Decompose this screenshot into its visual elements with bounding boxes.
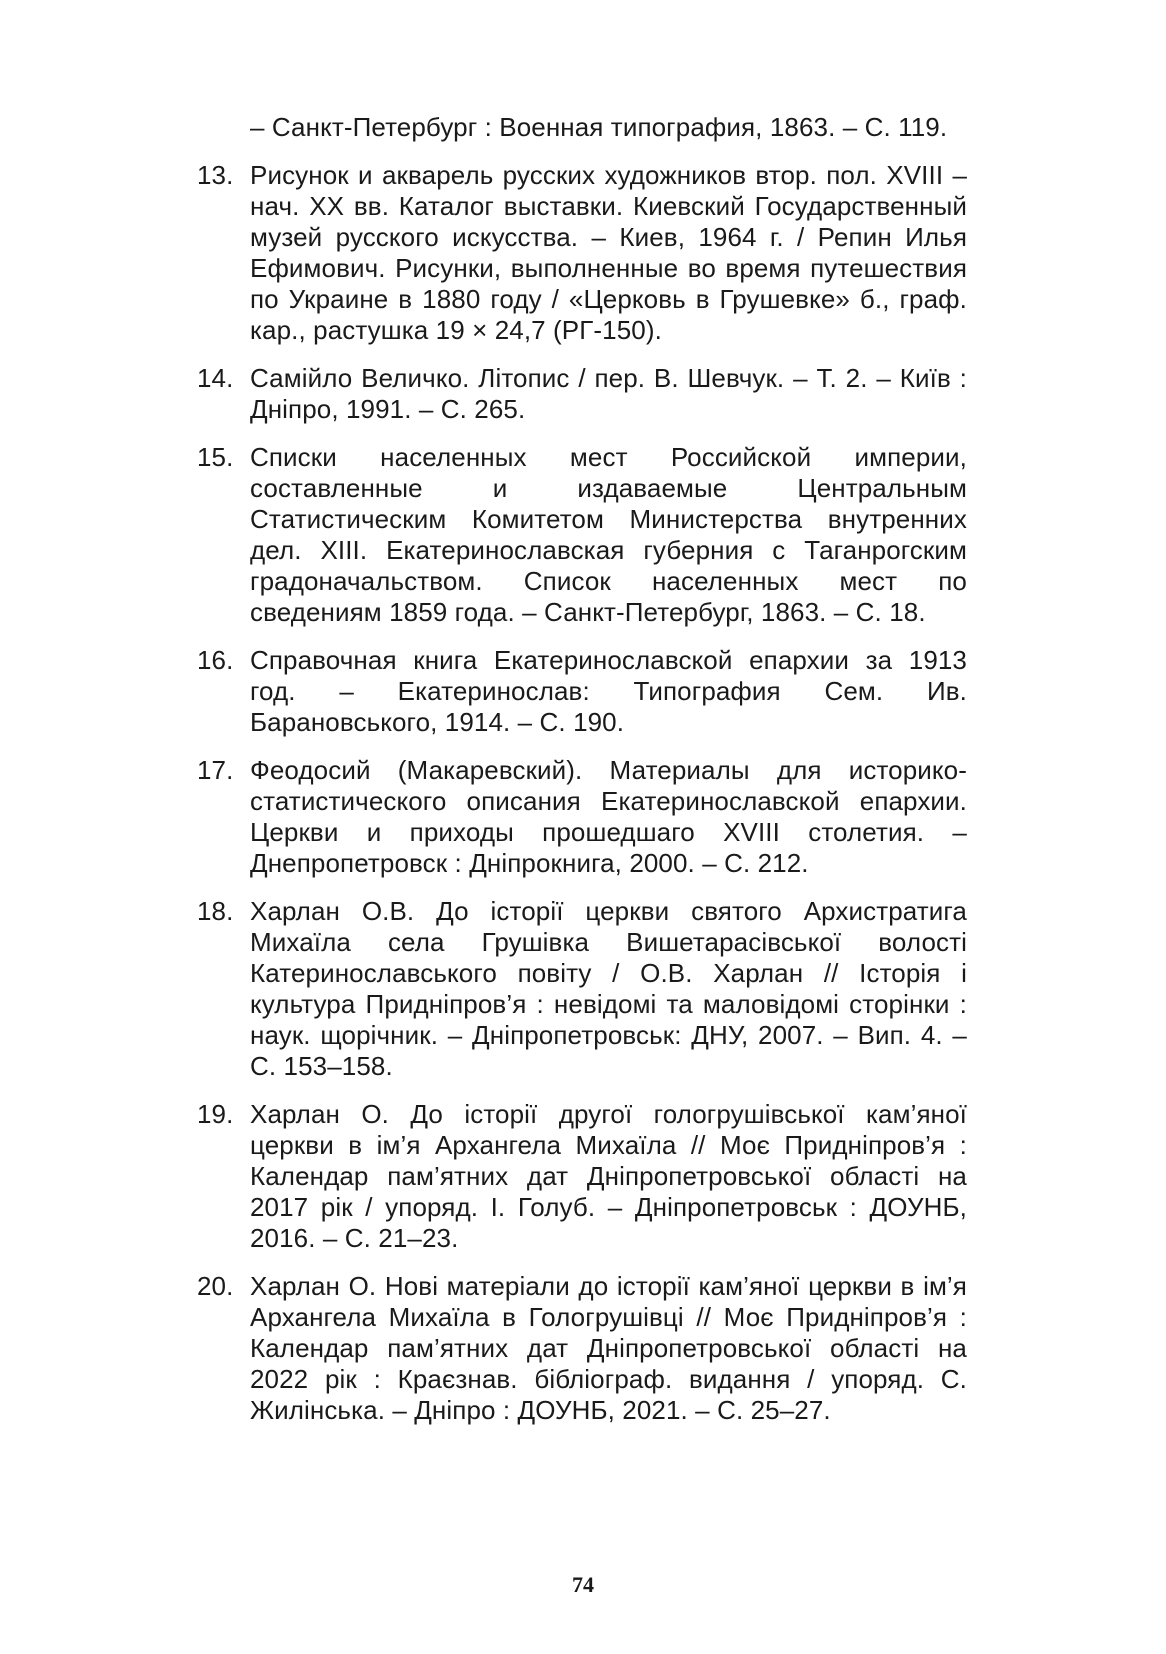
reference-number: 20. (197, 1271, 234, 1301)
reference-text: – Санкт-Петербург : Военная типография, 1863. – С. 119. (250, 112, 948, 142)
reference-item-13 (197, 160, 967, 346)
reference-text: Харлан О.В. До історії церкви святого Архистратига Михаїла села Грушівка Вишетарасівської волості Катеринославського повіту / О.В. Харлан // Історія і культура Придніпров’я : невідомі та маловідомі сторінки : наук. щорічник. – Дніпропетровськ: ДНУ, 2007. – Вип. 4. – С. 153–158. (250, 896, 967, 1081)
reference-item-16 (197, 645, 967, 738)
reference-item-15 (197, 442, 967, 628)
reference-item-continuation (197, 112, 967, 143)
reference-number: 18. (197, 896, 234, 926)
reference-text: Рисунок и акварель русских художников втор. пол. XVIII – нач. XX вв. Каталог выставки. Киевский Государственный музей русского искусства. – Киев, 1964 г. / Репин Илья Ефимович. Рисунки, выполненные во время путешествия по Украине в 1880 году / «Церковь в Грушевке» б., граф. кар., растушка 19 × 24,7 (РГ-150). (250, 160, 967, 345)
reference-text: Харлан О. До історії другої гологрушівської кам’яної церкви в ім’я Архангела Михаїла // Моє Придніпров’я : Календар пам’ятних дат Дніпропетровської області на 2017 рік / упоряд. І. Голуб. – Дніпропетровськ : ДОУНБ, 2016. – С. 21–23. (250, 1099, 967, 1253)
reference-item-14 (197, 363, 967, 425)
reference-number: 16. (197, 645, 234, 675)
reference-item-18 (197, 896, 967, 1082)
page-number: 74 (572, 1572, 594, 1597)
reference-item-19 (197, 1099, 967, 1254)
reference-text: Самійло Величко. Літопис / пер. В. Шевчук. – Т. 2. – Київ : Дніпро, 1991. – С. 265. (250, 363, 967, 424)
reference-number: 14. (197, 363, 234, 393)
reference-text: Феодосий (Макаревский). Материалы для историко-статистического описания Екатеринославской епархии. Церкви и приходы прошедшаго XVIII столетия. – Днепропетровск : Дніпрокнига, 2000. – С. 212. (250, 755, 967, 878)
reference-number: 17. (197, 755, 234, 785)
reference-number: 15. (197, 442, 234, 472)
reference-list (197, 112, 967, 1443)
reference-text: Справочная книга Екатеринославской епархии за 1913 год. – Екатеринослав: Типография Сем. Ив. Барановського, 1914. – С. 190. (250, 645, 967, 737)
reference-text: Списки населенных мест Российской империи, составленные и издаваемые Центральным Статистическим Комитетом Министерства внутренних дел. XIII. Екатеринославская губерния с Таганрогским градоначальством. Список населенных мест по сведениям 1859 года. – Санкт-Петербург, 1863. – С. 18. (250, 442, 967, 627)
reference-number: 19. (197, 1099, 234, 1129)
reference-number: 13. (197, 160, 234, 190)
reference-item-20 (197, 1271, 967, 1426)
reference-text: Харлан О. Нові матеріали до історії кам’яної церкви в ім’я Архангела Михаїла в Гологрушівці // Моє Придніпров’я : Календар пам’ятних дат Дніпропетровської області на 2022 рік : Краєзнав. бібліограф. видання / упоряд. С. Жилінська. – Дніпро : ДОУНБ, 2021. – С. 25–27. (250, 1271, 967, 1425)
reference-item-17 (197, 755, 967, 879)
